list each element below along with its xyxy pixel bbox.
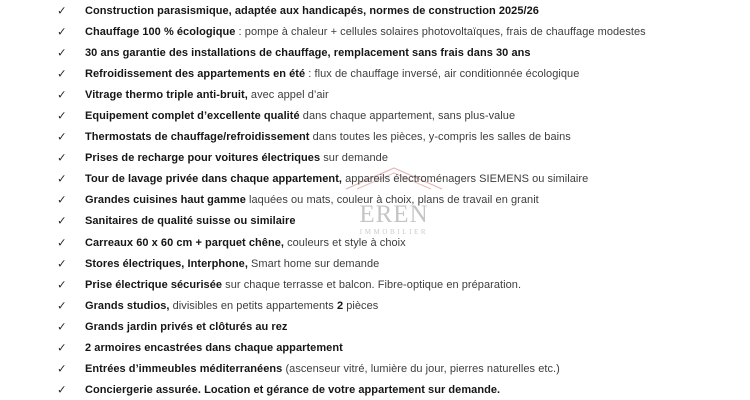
list-item bbox=[0, 105, 750, 126]
check-icon: ✓ bbox=[57, 363, 67, 376]
text-segment-regular: divisibles en petits appartements bbox=[169, 299, 337, 312]
check-icon: ✓ bbox=[57, 173, 67, 186]
list-item bbox=[0, 295, 750, 316]
list-item bbox=[0, 42, 750, 63]
text-segment-bold: Refroidissement des appartements en été bbox=[85, 67, 306, 80]
list-item bbox=[0, 84, 750, 105]
list-item-text bbox=[85, 384, 746, 396]
text-segment-bold: Conciergerie assurée. Location et gérance de votre appartement sur demande. bbox=[85, 384, 501, 397]
list-item bbox=[0, 190, 750, 211]
check-icon: ✓ bbox=[57, 47, 67, 60]
list-item-text bbox=[85, 342, 746, 354]
list-item bbox=[0, 21, 750, 42]
text-segment-regular: laquées ou mats, couleur à choix, plans de travail en granit bbox=[245, 194, 539, 207]
text-segment-regular: (ascenseur vitré, lumière du jour, pierres naturelles etc.) bbox=[282, 363, 560, 376]
text-segment-bold: Thermostats de chauffage/refroidissement bbox=[85, 131, 310, 144]
text-segment-bold: Equipement complet d’excellente qualité bbox=[85, 110, 300, 123]
list-item bbox=[0, 127, 750, 148]
list-item bbox=[0, 0, 750, 21]
list-item bbox=[0, 148, 750, 169]
text-segment-regular: sur demande bbox=[320, 152, 389, 165]
list-item bbox=[0, 338, 750, 359]
watermark-subtitle-text: IMMOBILIER bbox=[359, 228, 429, 236]
check-icon: ✓ bbox=[57, 279, 67, 292]
list-item-text bbox=[85, 68, 746, 80]
text-segment-bold: 2 bbox=[336, 299, 344, 312]
list-item-text bbox=[85, 5, 746, 17]
list-item bbox=[0, 232, 750, 253]
check-icon: ✓ bbox=[57, 68, 67, 81]
check-icon: ✓ bbox=[57, 384, 67, 397]
list-item bbox=[0, 169, 750, 190]
check-icon: ✓ bbox=[57, 152, 67, 165]
list-item bbox=[0, 63, 750, 84]
check-icon: ✓ bbox=[57, 321, 67, 334]
text-segment-bold: 30 ans garantie des installations de chauffage, remplacement sans frais dans 30 ans bbox=[85, 46, 531, 59]
text-segment-regular: Smart home sur demande bbox=[247, 257, 380, 270]
check-icon: ✓ bbox=[57, 237, 67, 250]
text-segment-bold: Construction parasismique, adaptée aux handicapés, normes de construction 2025/26 bbox=[85, 4, 539, 17]
text-segment-bold: Entrées d’immeubles méditerranéens bbox=[85, 363, 283, 376]
check-icon: ✓ bbox=[57, 4, 67, 17]
list-item-text bbox=[85, 194, 746, 206]
list-item-text bbox=[85, 258, 746, 270]
watermark-brand-text: EREN bbox=[359, 201, 429, 228]
text-segment-bold: Chauffage 100 % écologique bbox=[85, 25, 236, 38]
text-segment-regular: dans toutes les pièces, y-compris les salles de bains bbox=[309, 131, 571, 144]
text-segment-bold: 2 armoires encastrées dans chaque appartement bbox=[85, 342, 343, 355]
text-segment-bold: Prises de recharge pour voitures électriques bbox=[85, 152, 321, 165]
text-segment-bold: Grands studios, bbox=[85, 299, 170, 312]
list-item-text bbox=[85, 300, 746, 312]
list-item-text bbox=[85, 131, 746, 143]
list-item bbox=[0, 274, 750, 295]
text-segment-bold: Grandes cuisines haut gamme bbox=[85, 194, 246, 207]
text-segment-regular: : pompe à chaleur + cellules solaires photovoltaïques, frais de chauffage modestes bbox=[235, 25, 646, 38]
list-item-text bbox=[85, 26, 746, 38]
text-segment-regular: avec appel d’air bbox=[247, 88, 329, 101]
text-segment-bold: Carreaux 60 x 60 cm + parquet chêne, bbox=[85, 236, 284, 249]
list-item-text bbox=[85, 279, 746, 291]
list-item bbox=[0, 380, 750, 400]
text-segment-regular: appareils électroménagers SIEMENS ou similaire bbox=[342, 173, 589, 186]
check-icon: ✓ bbox=[57, 258, 67, 271]
check-icon: ✓ bbox=[57, 110, 67, 123]
check-icon: ✓ bbox=[57, 342, 67, 355]
list-item-text bbox=[85, 237, 746, 249]
list-item-text bbox=[85, 47, 746, 59]
check-icon: ✓ bbox=[57, 131, 67, 144]
text-segment-bold: Grands jardin privés et clôturés au rez bbox=[85, 320, 288, 333]
list-item-text bbox=[85, 173, 746, 185]
list-item-text bbox=[85, 215, 746, 227]
text-segment-bold: Vitrage thermo triple anti-bruit, bbox=[85, 88, 248, 101]
check-icon: ✓ bbox=[57, 26, 67, 39]
check-icon: ✓ bbox=[57, 300, 67, 313]
list-item-text bbox=[85, 89, 746, 101]
text-segment-regular: couleurs et style à choix bbox=[283, 236, 406, 249]
list-item bbox=[0, 211, 750, 232]
list-item bbox=[0, 316, 750, 337]
text-segment-regular: pièces bbox=[343, 299, 379, 312]
text-segment-bold: Stores électriques, Interphone, bbox=[85, 257, 248, 270]
list-item-text bbox=[85, 110, 746, 122]
text-segment-bold: Prise électrique sécurisée bbox=[85, 278, 223, 291]
check-icon: ✓ bbox=[57, 89, 67, 102]
list-item bbox=[0, 253, 750, 274]
list-item-text bbox=[85, 363, 746, 375]
list-item-text bbox=[85, 152, 746, 164]
text-segment-regular: dans chaque appartement, sans plus-value bbox=[299, 110, 516, 123]
text-segment-bold: Sanitaires de qualité suisse ou similaire bbox=[85, 215, 296, 228]
text-segment-bold: Tour de lavage privée dans chaque appartement, bbox=[85, 173, 343, 186]
check-icon: ✓ bbox=[57, 215, 67, 228]
text-segment-regular: sur chaque terrasse et balcon. Fibre-optique en préparation. bbox=[222, 278, 522, 291]
check-icon: ✓ bbox=[57, 194, 67, 207]
text-segment-regular: : flux de chauffage inversé, air conditionnée écologique bbox=[305, 67, 580, 80]
list-item bbox=[0, 359, 750, 380]
list-item-text bbox=[85, 321, 746, 333]
